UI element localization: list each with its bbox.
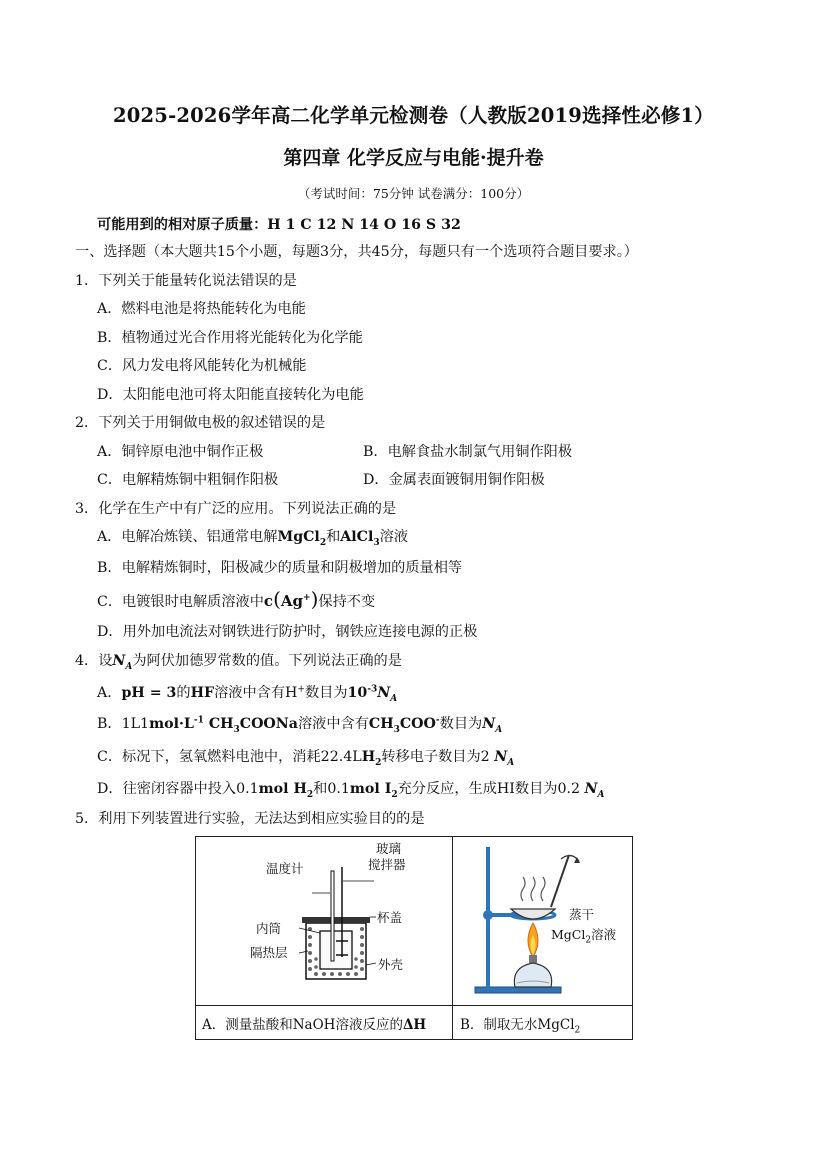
label-evaporate: 蒸干 [569, 907, 595, 922]
question-3-stem: 3．化学在生产中有广泛的应用。下列说法正确的是 [75, 501, 397, 517]
q1-option-c: C．风力发电将风能转化为机械能 [97, 358, 307, 374]
question-2-stem: 2．下列关于用铜做电极的叙述错误的是 [75, 415, 326, 431]
evaporation-diagram [453, 837, 633, 1005]
chapter-title: 第四章 化学反应与电能·提升卷 [283, 147, 544, 169]
q2-option-b: B．电解食盐水制氯气用铜作阳极 [363, 444, 573, 460]
q3-option-b: B．电解精炼铜时，阳极减少的质量和阴极增加的质量相等 [97, 560, 463, 576]
q1-option-a: A．燃料电池是将热能转化为电能 [97, 301, 306, 317]
caption-b: B．制取无水MgCl$_2$ [460, 1017, 581, 1036]
question-1-stem: 1．下列关于能量转化说法错误的是 [75, 273, 297, 289]
q3-option-a: A．电解冶炼镁、铝通常电解MgCl$_2$和AlCl$_3$溶液 [97, 529, 409, 548]
q4-option-a: A．pH = 3的HF溶液中含有H+数目为$10^{-3}N_A$ [97, 684, 398, 704]
exam-title: 2025-2026学年高二化学单元检测卷（人教版2019选择性必修1） [113, 104, 714, 127]
label-stirrer: 搅拌器 [368, 857, 406, 872]
q2-option-a: A．铜锌原电池中铜作正极 [97, 444, 264, 460]
q3-option-d: D．用外加电流法对钢铁进行防护时，钢铁应连接电源的正极 [97, 624, 478, 640]
label-insulation: 隔热层 [250, 945, 288, 960]
q2-option-c: C．电解精炼铜中粗铜作阳极 [97, 472, 279, 488]
caption-a: A．测量盐酸和NaOH溶液反应的ΔH [202, 1017, 427, 1033]
atomic-masses: 可能用到的相对原子质量：H 1 C 12 N 14 O 16 S 32 [97, 217, 461, 233]
q3-option-c: C．电镀银时电解质溶液中c(Ag+)保持不变 [97, 587, 376, 611]
label-shell: 外壳 [378, 957, 404, 972]
q4-option-c: C．标况下，氢氧燃料电池中，消耗$22.4LH_2$转移电子数目为2 $N_A$ [97, 749, 515, 768]
exam-info: （考试时间：75分钟 试卷满分：100分） [297, 186, 530, 201]
label-lid: 杯盖 [377, 910, 403, 925]
section-heading: 一、选择题（本大题共15个小题，每题3分，共45分，每题只有一个选项符合题目要求。） [75, 244, 638, 260]
label-inner-cup: 内筒 [256, 921, 282, 936]
q4-option-d: D．往密闭容器中投入0.1mol $H_2$和0.1mol $I_2$充分反应，生成HI数目为0.2 $N_A$ [97, 781, 605, 800]
q4-option-b: B．$1L1mol\cdot L^{-1}$ $CH_3COONa$溶液中含有$CH_3COO^-$数目为$N_A$ [97, 715, 503, 735]
calorimeter-diagram [196, 837, 452, 1005]
label-thermometer: 温度计 [266, 861, 304, 876]
q2-option-d: D．金属表面镀铜用铜作阳极 [363, 472, 545, 488]
label-mgcl2-solution: MgCl$_2$溶液 [551, 927, 617, 946]
question-5-stem: 5．利用下列装置进行实验，无法达到相应实验目的的是 [75, 811, 425, 827]
apparatus-table [195, 836, 633, 1040]
label-glass: 玻璃 [376, 841, 402, 856]
q1-option-d: D．太阳能电池可将太阳能直接转化为电能 [97, 387, 364, 403]
question-4-stem: 4．设$N_A$为阿伏加德罗常数的值。下列说法正确的是 [75, 653, 402, 672]
q1-option-b: B．植物通过光合作用将光能转化为化学能 [97, 330, 363, 346]
